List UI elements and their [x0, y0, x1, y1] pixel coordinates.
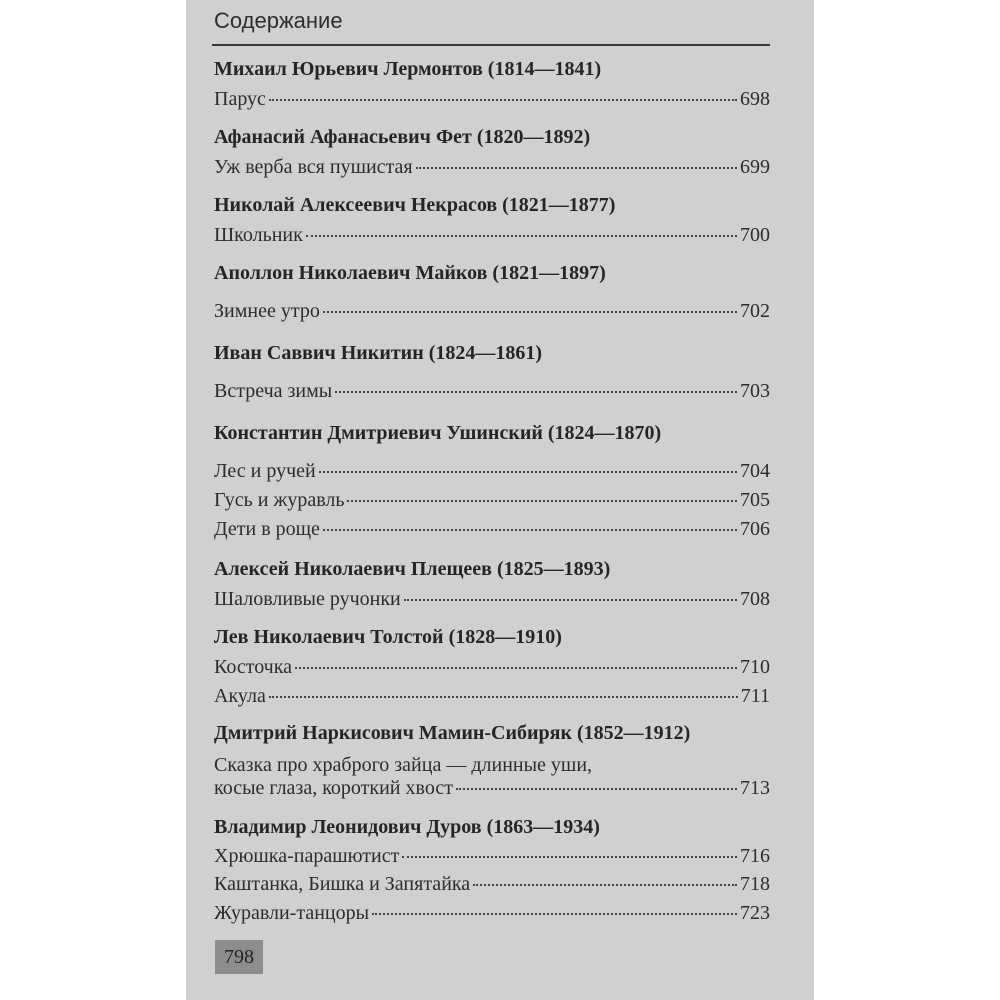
- entry-page: 710: [740, 656, 770, 678]
- toc-entry: [214, 380, 770, 403]
- dot-leader: [372, 913, 737, 915]
- table-of-contents: [214, 0, 770, 1000]
- author-heading: Аполлон Николаевич Майков (1821—1897): [214, 262, 606, 284]
- page-title: Содержание: [214, 8, 343, 33]
- entry-title: Журавли-танцоры: [214, 902, 370, 924]
- dot-leader: [323, 311, 737, 313]
- toc-entry: [214, 460, 770, 483]
- entry-title: Шаловливые ручонки: [214, 588, 401, 610]
- dot-leader: [306, 235, 737, 237]
- entry-page: 708: [740, 588, 770, 610]
- toc-entry: [214, 656, 770, 679]
- entry-page: 711: [740, 685, 770, 707]
- author-heading: Николай Алексеевич Некрасов (1821—1877): [214, 194, 616, 216]
- author-heading: Афанасий Афанасьевич Фет (1820—1892): [214, 126, 591, 148]
- author-heading: Алексей Николаевич Плещеев (1825—1893): [214, 558, 611, 580]
- toc-entry: [214, 489, 770, 512]
- author-heading: Лев Николаевич Толстой (1828—1910): [214, 626, 562, 648]
- entry-page: 699: [740, 156, 770, 178]
- dot-leader: [404, 599, 737, 601]
- entry-title-line: Сказка про храброго зайца — длинные уши,: [214, 754, 593, 776]
- toc-entry: [214, 300, 770, 323]
- dot-leader: [323, 529, 737, 531]
- entry-page: 704: [740, 460, 770, 482]
- toc-entry: [214, 845, 770, 868]
- entry-title: Гусь и журавль: [214, 489, 345, 511]
- entry-title: Хрюшка-парашютист: [214, 845, 400, 867]
- author-heading: Владимир Леонидович Дуров (1863—1934): [214, 816, 600, 838]
- entry-page: 700: [740, 224, 770, 246]
- entry-page: 705: [740, 489, 770, 511]
- entry-title: Лес и ручей: [214, 460, 316, 482]
- dot-leader: [473, 884, 737, 886]
- dot-leader: [416, 167, 737, 169]
- dot-leader: [295, 667, 737, 669]
- toc-entry: [214, 685, 770, 708]
- toc-entry: [214, 518, 770, 541]
- toc-entry: [214, 873, 770, 896]
- entry-title: Каштанка, Бишка и Запятайка: [214, 873, 471, 895]
- dot-leader: [402, 856, 737, 858]
- entry-page: 698: [740, 88, 770, 110]
- entry-title: косые глаза, короткий хвост: [214, 777, 453, 799]
- dot-leader: [319, 471, 737, 473]
- entry-page: 703: [740, 380, 770, 402]
- entry-title: Школьник: [214, 224, 303, 246]
- dot-leader: [335, 391, 737, 393]
- entry-title: Зимнее утро: [214, 300, 320, 322]
- author-heading: Дмитрий Наркисович Мамин-Сибиряк (1852—1912): [214, 722, 691, 744]
- entry-title: Уж верба вся пушистая: [214, 156, 413, 178]
- entry-page: 713: [740, 777, 770, 799]
- toc-entry: [214, 588, 770, 611]
- toc-entry: [214, 777, 770, 800]
- toc-entry: [214, 156, 770, 179]
- toc-entry: [214, 224, 770, 247]
- entry-title: Акула: [214, 685, 266, 707]
- entry-page: 716: [740, 845, 770, 867]
- author-heading: Иван Саввич Никитин (1824—1861): [214, 342, 543, 364]
- entry-title: Дети в роще: [214, 518, 320, 540]
- page-number: 798: [215, 940, 263, 974]
- dot-leader: [269, 99, 737, 101]
- toc-entry: [214, 88, 770, 111]
- dot-leader: [269, 696, 738, 698]
- entry-title: Косточка: [214, 656, 293, 678]
- entry-page: 706: [740, 518, 770, 540]
- author-heading: Михаил Юрьевич Лермонтов (1814—1841): [214, 58, 602, 80]
- entry-page: 718: [740, 873, 770, 895]
- entry-page: 702: [740, 300, 770, 322]
- entry-page: 723: [740, 902, 770, 924]
- entry-title: Встреча зимы: [214, 380, 333, 402]
- author-heading: Константин Дмитриевич Ушинский (1824—1870): [214, 422, 662, 444]
- entry-title: Парус: [214, 88, 266, 110]
- dot-leader: [456, 788, 737, 790]
- toc-entry: [214, 902, 770, 925]
- dot-leader: [347, 500, 737, 502]
